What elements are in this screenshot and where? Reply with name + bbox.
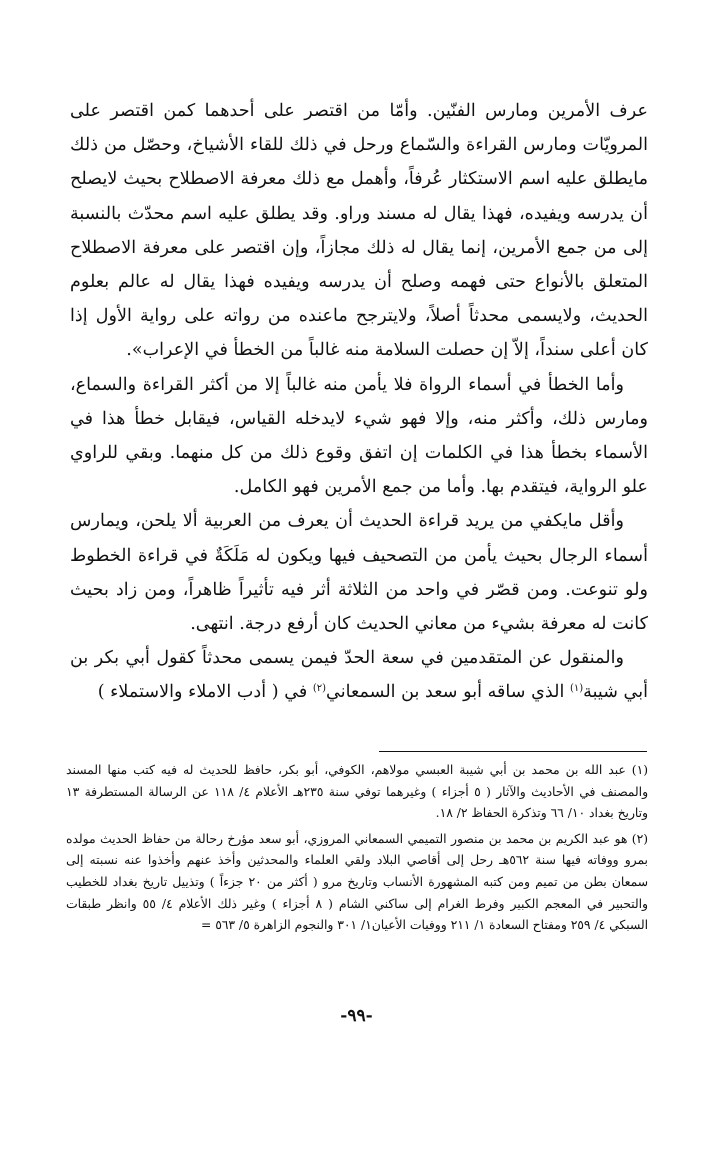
footnote-1: (١) عبد الله بن محمد بن أبي شيبة العبسي مولاهم، الكوفي، أبو بكر، حافظ للحديث له فيه كتب منها المسند والمصنف في الأحاديث والآثار ( ٥ أجزاء ) وغيرهما توفي سنة ٢٣٥هـ الأعلام ٤/ ١١٨ عن الرسالة المستطرفة ١٣ وتاريخ بغداد ١٠/ ٦٦ وتذكرة الحفاظ ٢/ ١٨. <box>66 763 649 821</box>
paragraph-3: وأقل مايكفي من يريد قراءة الحديث أن يعرف من العربية ألا يلحن، ويمارس أسماء الرجال بحيث يأمن من التصحيف فيها ويكون له مَلَكَةٌ في قراءة الخطوط ولو تنوعت. ومن قصّر في واحد من الثلاثة أثر فيه تأثيراً ظاهراً، ومن زاد بحيث كانت له معرفة بشيء من معاني الحديث كان أرفع درجة. انتهى. <box>70 511 648 635</box>
paragraph-4 <box>70 641 648 709</box>
footnote-ref-2: (٢) <box>312 683 327 695</box>
paragraph-4-text-middle: الذي ساقه أبو سعد بن السمعاني <box>326 682 570 703</box>
page-number: -٩٩- <box>340 1006 373 1026</box>
footnote-separator <box>379 751 647 752</box>
footnote-2: (٢) هو عبد الكريم بن محمد بن منصور التميمي السمعاني المروزي، أبو سعد مؤرخ رحالة من حفاظ الحديث مولده بمرو ووفاته فيها سنة ٥٦٢هـ رحل إلى أقاصي البلاد ولقي العلماء والمحدثين وأخذ عنهم وأخذوا عنه نسبته إلى سمعان بطن من تميم ومن كتبه المشهورة الأنساب وتاريخ مرو ( أكثر من ٢٠ جزءاً ) وتذييل تاريخ بغداد للخطيب والتحبير في المعجم الكبير وفرط الغرام إلى ساكني الشام ( ٨ أجزاء ) وغير ذلك الأعلام ٤/ ٥٥ وانظر طبقات السبكي ٤/ ٢٥٩ ومفتاح السعادة ١/ ٢١١ ووفيات الأعيان١/ ٣٠١ والنجوم الزاهرة ٥/ ٥٦٣ = <box>66 831 648 933</box>
paragraph-2: وأما الخطأ في أسماء الرواة فلا يأمن منه غالباً إلا من أكثر القراءة والسماع، ومارس ذلك، وأكثر منه، وإلا فهو شيء لايدخله القياس، فيقابل خطأ هذا في الأسماء بخطأ هذا في الكلمات إن اتفق وقوع ذلك من كل منهما. وبقي للراوي علو الرواية، فيتقدم بها. وأما من جمع الأمرين فهو الكامل. <box>70 374 648 498</box>
paragraph-4-text-end: في ( أدب الاملاء والاستملاء ) <box>97 682 313 703</box>
main-text <box>70 94 648 710</box>
paragraph-1: عرف الأمرين ومارس الفنّين. وأمّا من اقتصر على أحدهما كمن اقتصر على المرويّات ومارس القراءة والسّماع ورحل في ذلك للقاء الأشياخ، وحصّل من ذلك مايطلق عليه اسم الاستكثار عُرفاً، وأهمل مع ذلك معرفة الاصطلاح بحيث لايصلح أن يدرسه ويفيده، فهذا يقال له مسند وراو. وقد يطلق عليه اسم محدّث بالنسبة إلى من جمع الأمرين، إنما يقال له ذلك مجازاً، وإن اقتصر على معرفة الاصطلاح المتعلق بالأنواع حتى فهمه وصلح أن يدرسه ويفيده فهذا يقال له عالم بعلوم الحديث، ولايسمى محدثاً أصلاً، ولايترجح ماعنده من رواته على رواية الأول إذا كان أعلى سنداً، إلاّ إن حصلت السلامة منه غالباً من الخطأ في الإعراب». <box>70 101 648 361</box>
paragraph-4-text-start: والمنقول عن المتقدمين في سعة الحدّ فيمن يسمى محدثاً كقول أبي بكر بن أبي شيبة <box>70 648 648 703</box>
footnote-ref-1: (١) <box>569 683 584 695</box>
footnotes <box>66 760 648 937</box>
